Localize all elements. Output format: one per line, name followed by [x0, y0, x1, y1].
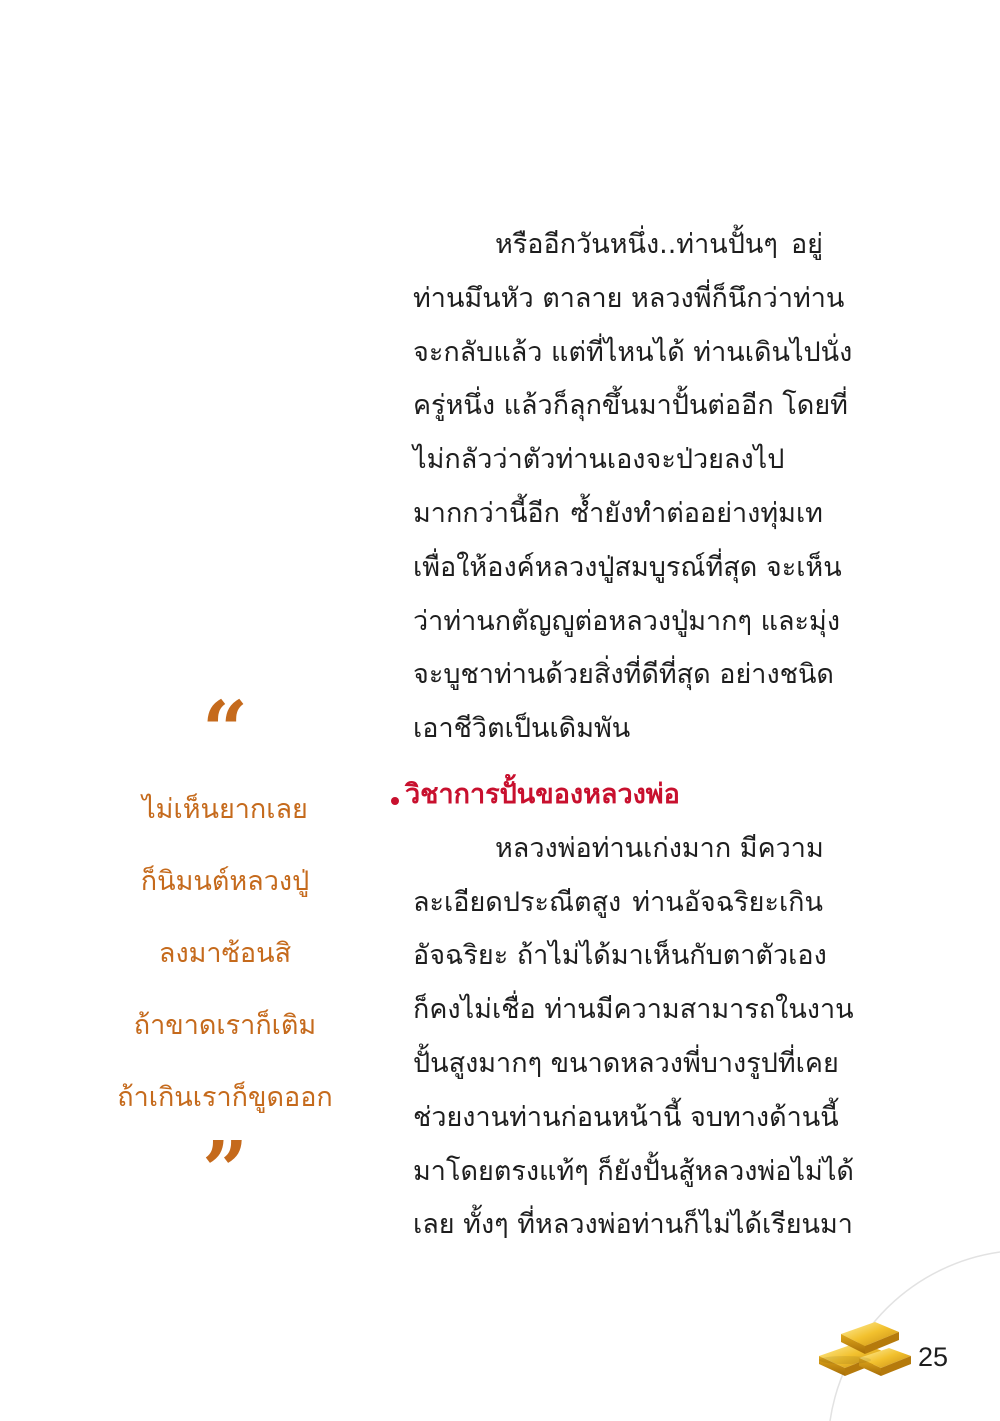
text-line: หรืออีกวันหนึ่ง..ท่านปั้นๆ อยู่ [495, 229, 823, 260]
pull-quote-line: ถ้าเกินเราก็ขูดออก [117, 1082, 333, 1113]
gold-bars-icon [815, 1312, 915, 1382]
text-line: ช่วยงานท่านก่อนหน้านี้ จบทางด้านนี้ [413, 1101, 839, 1133]
pull-quote-line: ก็นิมนต์หลวงปู่ [140, 866, 310, 897]
paragraph-1 [413, 218, 853, 756]
section-heading-text: วิชาการปั้นของหลวงพ่อ [405, 778, 680, 810]
close-quote-icon: ” [201, 1123, 248, 1217]
text-line: ท่านมึนหัว ตาลาย หลวงพี่ก็นึกว่าท่าน [413, 282, 845, 314]
text-line: ปั้นสูงมากๆ ขนาดหลวงพี่บางรูปที่เคย [413, 1047, 839, 1079]
text-line: จะกลับแล้ว แต่ที่ไหนได้ ท่านเดินไปนั่ง [413, 336, 853, 368]
page-number: 25 [918, 1342, 949, 1372]
text-line: ว่าท่านกตัญญูต่อหลวงปู่มากๆ และมุ่ง [413, 605, 841, 637]
bullet-icon [391, 797, 399, 805]
section-heading [391, 768, 823, 822]
text-line: ก็คงไม่เชื่อ ท่านมีความสามารถในงาน [413, 994, 854, 1026]
text-line: อัจฉริยะ ถ้าไม่ได้มาเห็นกับตาตัวเอง [413, 940, 827, 972]
pull-quote-line: ลงมาซ้อนสิ [158, 938, 292, 969]
text-line: จะบูชาท่านด้วยสิ่งที่ดีที่สุด อย่างชนิด [413, 659, 834, 691]
pull-quote [100, 683, 350, 1217]
open-quote-icon: “ [201, 683, 248, 777]
text-line: เลย ทั้งๆ ที่หลวงพ่อท่านก็ไม่ได้เรียนมา [413, 1209, 853, 1241]
paragraph-2 [413, 822, 854, 1252]
text-line: เพื่อให้องค์หลวงปู่สมบูรณ์ที่สุด จะเห็น [413, 551, 842, 583]
text-line: มาโดยตรงแท้ๆ ก็ยังปั้นสู้หลวงพ่อไม่ได้ [413, 1155, 854, 1187]
text-line: เอาชีวิตเป็นเดิมพัน [413, 713, 631, 745]
pull-quote-line: ถ้าขาดเราก็เติม [133, 1010, 317, 1041]
text-line: หลวงพ่อท่านเก่งมาก มีความ [495, 832, 824, 864]
pull-quote-line: ไม่เห็นยากเลย [142, 794, 308, 825]
text-line: ละเอียดประณีตสูง ท่านอัจฉริยะเกิน [413, 886, 823, 918]
main-text-column [405, 218, 854, 1252]
text-line: ไม่กลัวว่าตัวท่านเองจะป่วยลงไป [413, 444, 785, 476]
text-line: ครู่หนึ่ง แล้วก็ลุกขึ้นมาปั้นต่ออีก โดยที่ [413, 390, 848, 422]
text-line: มากกว่านี้อีก ซ้ำยังทำต่ออย่างทุ่มเท [413, 497, 823, 529]
